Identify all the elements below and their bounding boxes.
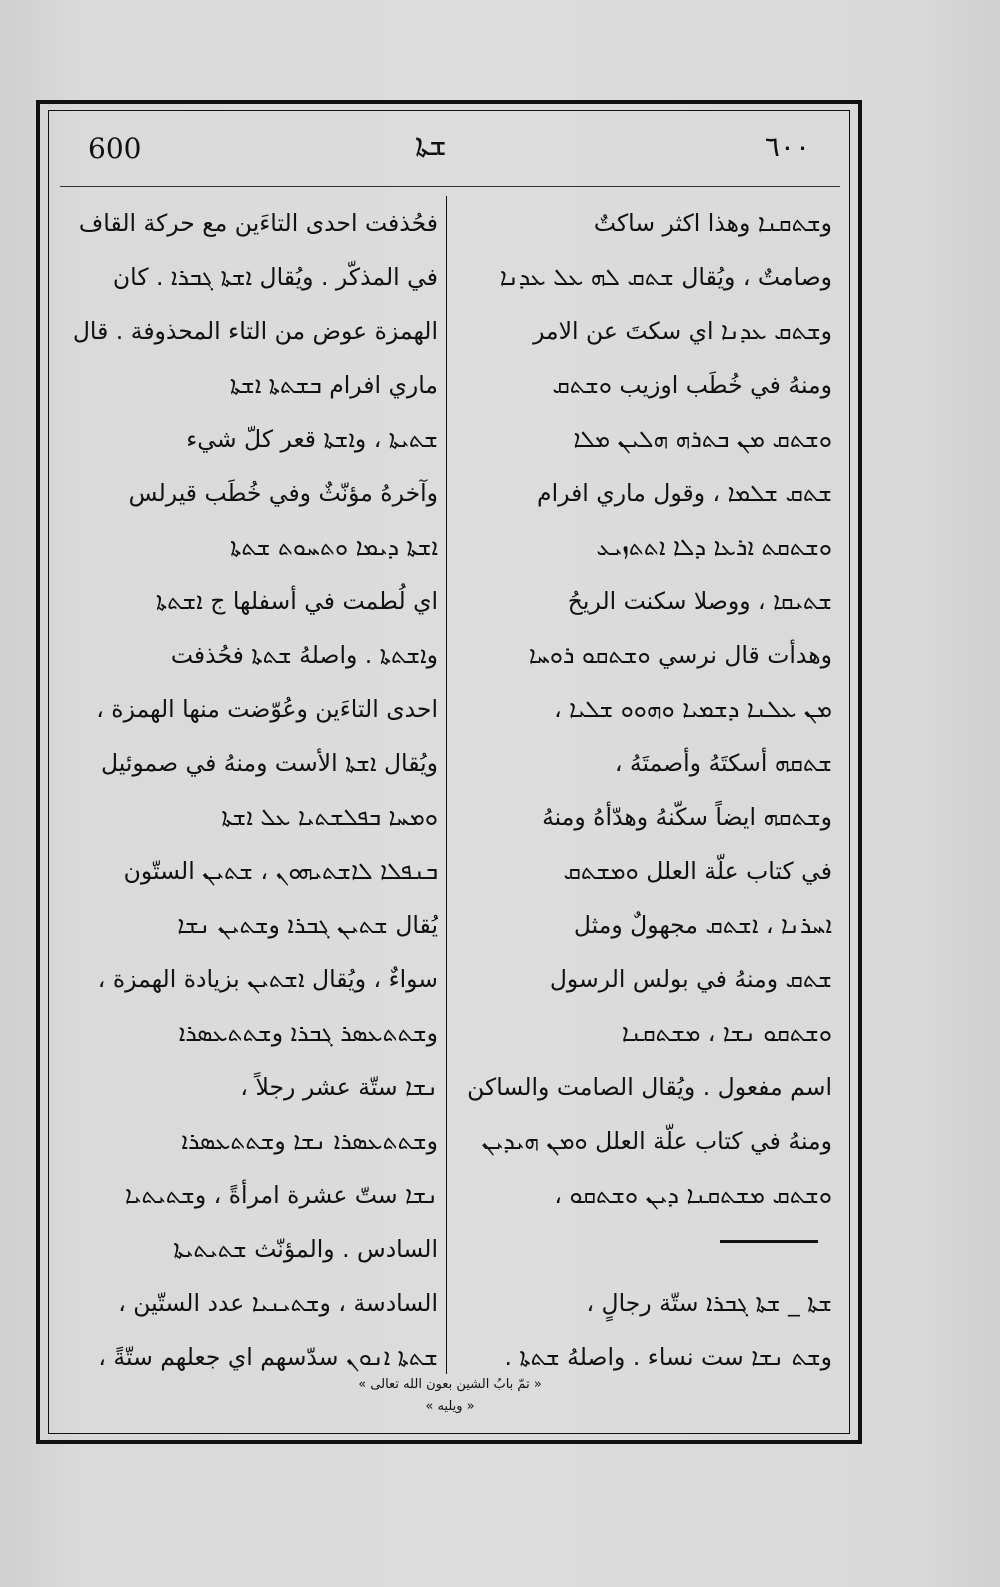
text-line: فحُذفت احدى التاءَين مع حركة القاف	[78, 209, 438, 237]
text-line: وصامتٌ ، ويُقال ܫܬܩ ܠܗ ܥܠ ܥܕܢܐ	[499, 263, 832, 291]
text-line: ومنهُ في كتاب علّة العلل ܘܡܢ ܗܝܕܝܢ	[481, 1127, 832, 1155]
text-line: ܘܫܬܩ ܡܢ ܒܬܪܗ ܗܠܝܢ ܡܠܐ	[573, 425, 832, 453]
text-line: ܢܫܐ ستّة عشر رجلاً ،	[240, 1073, 438, 1101]
text-line: وܫܬܩܢܐ وهذا اكثر ساكتٌ	[593, 209, 832, 237]
header-rule	[60, 186, 840, 187]
text-line: احدى التاءَين وعُوّضت منها الهمزة ،	[96, 695, 438, 723]
text-line: ܡܢ ܥܠܢܐ ܕܫܡܝܐ ܘܗܘܘ ܫܠܝܐ ،	[554, 695, 832, 723]
page-number-arabic: ٦٠٠	[764, 130, 810, 163]
text-line: ܫܬܩ ܫܠܡܐ ، وقول ماري افرام	[537, 479, 832, 507]
text-line: ܫܬܝܩܐ ، ووصلا سكنت الريحُ	[567, 587, 832, 615]
text-line: وهدأت قال نرسي ܘܫܬܩܘ ܪܘܚܐ	[528, 641, 832, 669]
running-head: ܫܬܐ	[415, 128, 447, 163]
left-column	[60, 196, 438, 1384]
text-line: في المذكّر . ويُقال ܐܫܬܐ ܓܒܪܐ . كان	[112, 263, 438, 291]
text-line: ܢܫܐ ستّ عشرة امرأةً ، وܫܬܝܬܝܐ	[125, 1181, 438, 1209]
text-line: ܘܫܬܩܬ ܐܪܥܐ ܕܠܐ ܐܬܬܙܝܥ	[596, 533, 832, 561]
text-line: اسم مفعول . ويُقال الصامت والساكن	[467, 1073, 832, 1101]
text-line: ماري افرام ܒܫܬܬܐ ܐܫܬܐ	[229, 371, 438, 399]
text-line: اي لُطمت في أسفلها ج ܐܫܬܬܐ	[155, 587, 438, 615]
column-divider	[446, 196, 447, 1374]
text-line: السادس . والمؤنّث ܫܬܝܬܝܬܐ	[173, 1235, 438, 1263]
text-line: يُقال ܫܬܝܢ ܓܒܪܐ وܫܬܝܢ ܢܫܐ	[177, 911, 438, 939]
text-line: ويُقال ܐܫܬܐ الأست ومنهُ في صموئيل	[100, 749, 438, 777]
page-number-latin: 600	[88, 132, 142, 165]
text-line: وܫܬܩܗ ايضاً سكّنهُ وهدّأهُ ومنهُ	[542, 803, 832, 831]
footer-continuation: « ويليه »	[425, 1399, 475, 1414]
section-rule	[720, 1240, 818, 1243]
text-line: ܫܬܩܗ أسكتَهُ وأصمتَهُ ،	[614, 749, 832, 777]
entry-heading-line: ܫܬܐ _ ܫܬܐ ܓܒܪܐ ستّة رجالٍ ،	[586, 1289, 832, 1317]
text-line: ܘܫܬܩ ܡܫܬܩܢܐ ܕܝܢ ܘܫܬܩܘ ،	[554, 1181, 832, 1209]
text-line: ܐܫܬܐ ܕܝܡܐ ܘܬܚܘܬ ܫܬܬܐ	[230, 533, 438, 561]
text-line: الهمزة عوض من التاء المحذوفة . قال	[72, 317, 438, 345]
text-line	[452, 1222, 832, 1276]
text-line: ܫܬܬܐ ܐܢܘܢ سدّسهم اي جعلهم ستّةً ،	[98, 1343, 438, 1371]
text-line: في كتاب علّة العلل ܘܡܫܬܩ	[563, 857, 832, 885]
text-line: ܫܬܩ ومنهُ في بولس الرسول	[549, 965, 832, 993]
text-line: ܐܚܪܢܐ ، ܐܫܬܩ مجهولٌ ومثل	[573, 911, 832, 939]
text-line: ܘܡܚܐ ܒܦܠܫܬܝܐ ܥܠ ܐܫܬܐ	[221, 803, 438, 831]
text-line: وܐܫܬܬܐ . واصلهُ ܫܬܬܐ فحُذفت	[170, 641, 438, 669]
text-line: وܫܬܬܥܣܪ ܓܒܪܐ وܫܬܬܥܣܪܐ	[178, 1019, 438, 1047]
text-line: وܫܬܩ ܥܕܢܐ اي سكتَ عن الامر	[533, 317, 832, 345]
text-line: وآخرهُ مؤنّثٌ وفي خُطَب قيرلس	[128, 479, 438, 507]
text-line: وܫܬܬܥܣܪܐ ܢܫܐ وܫܬܬܥܣܪܐ	[181, 1127, 438, 1155]
text-line: ܫܬܝܬܐ ، وܐܫܬܐ قعر كلّ شيء	[186, 425, 438, 453]
text-line: وܫܬ ܢܫܐ ست نساء . واصلهُ ܫܬܬܐ .	[504, 1343, 832, 1371]
right-column	[452, 196, 832, 1384]
text-line: السادسة ، وܫܬܝܢܝܐ عدد الستّين ،	[118, 1289, 438, 1317]
footer-colophon: « تمّ بابُ الشين بعون الله تعالى »	[358, 1377, 542, 1392]
text-line: سواءٌ ، ويُقال ܐܫܬܝܢ بزيادة الهمزة ،	[97, 965, 438, 993]
text-line: ومنهُ في خُطَب اوزيب ܘܫܬܩ	[552, 371, 832, 399]
text-line: ܘܫܬܩܘ ܢܫܐ ، ܡܫܬܩܢܐ	[621, 1019, 832, 1047]
text-line: ܒܢܦܠܐ ܠܐܫܬܝܗܘܢ ، ܫܬܝܢ الستّون	[123, 857, 438, 885]
page-header	[60, 128, 840, 178]
page-footer	[60, 1374, 840, 1418]
